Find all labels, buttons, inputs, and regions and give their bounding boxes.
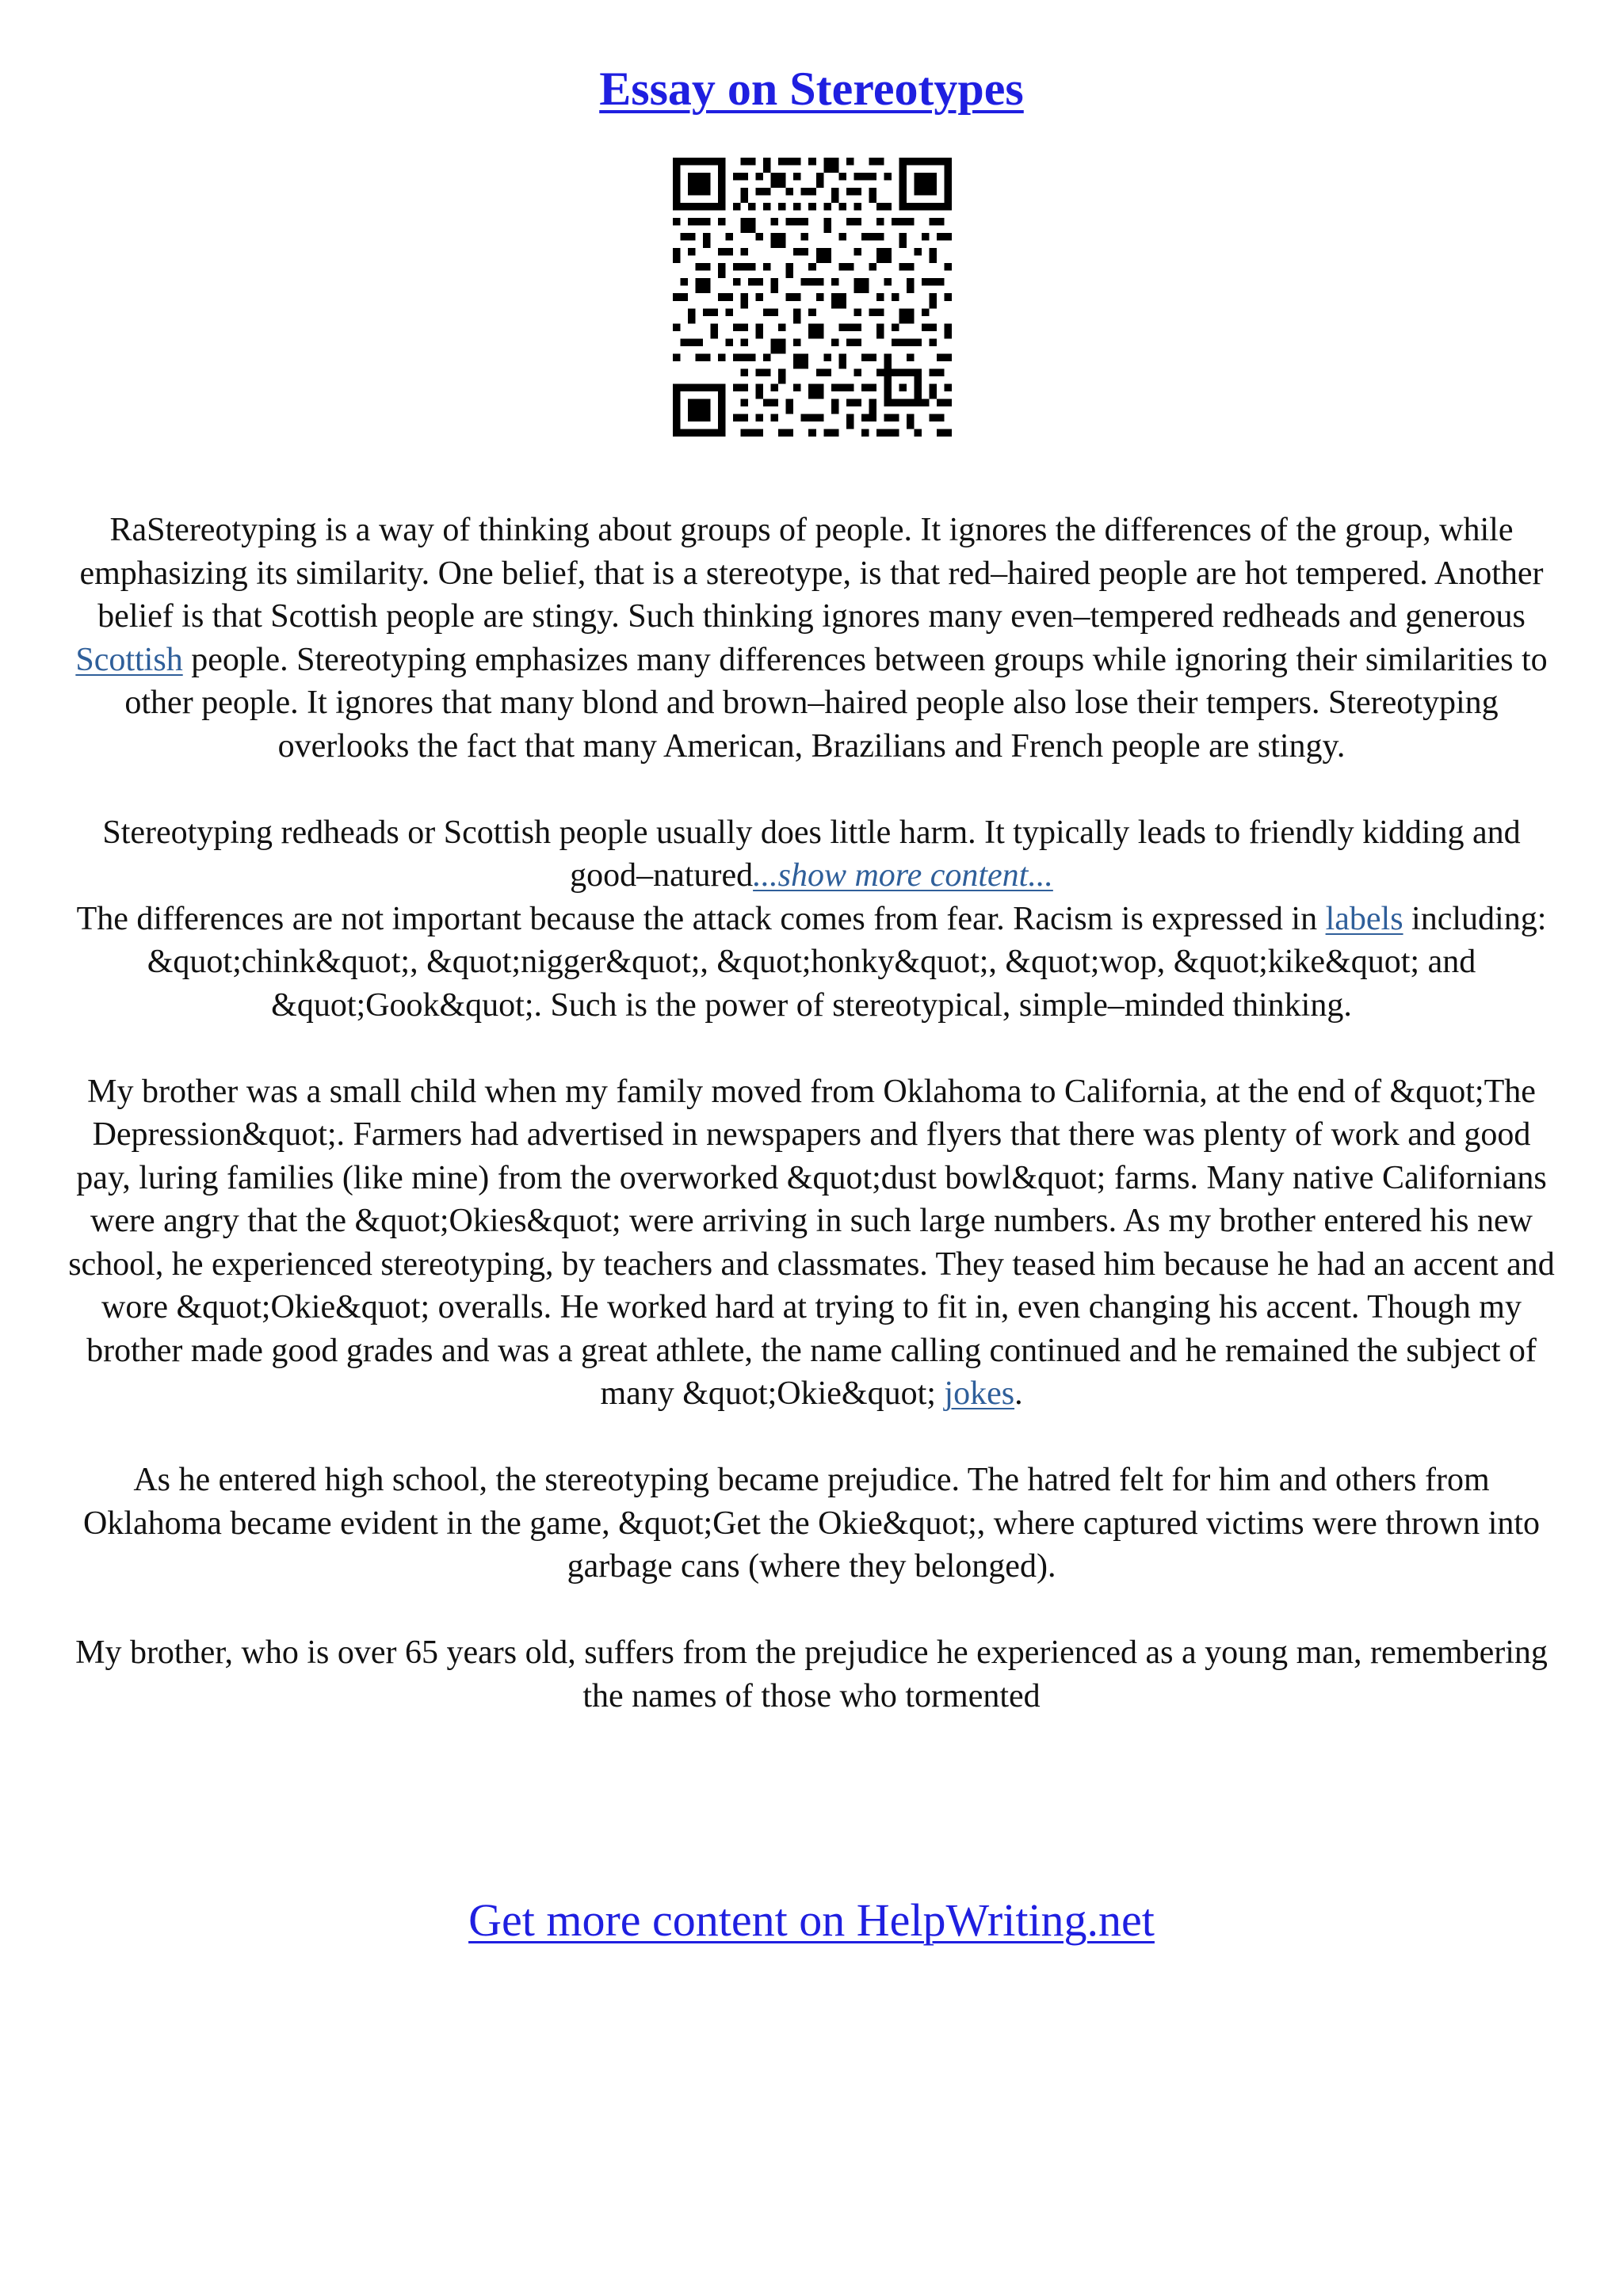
qr-code-icon (673, 158, 952, 437)
essay-body (62, 509, 1561, 1718)
paragraph-3 (62, 1070, 1561, 1416)
paragraph-1-text-a: RaStereotyping is a way of thinking about groups of people. It ignores the differences of the group, while emphasizing its similarity. One belief, that is a stereotype, is that red–haired people are hot tempered. Another belief is that Scottish people are stingy. Such thinking ignores many even–tempered redheads and generous (79, 512, 1544, 635)
scottish-link[interactable]: Scottish (75, 641, 183, 678)
paragraph-1 (62, 509, 1561, 768)
paragraph-1-text-b: people. Stereotyping emphasizes many differences between groups while ignoring their similarities to other people. It ignores that many blond and brown–haired people also lose their tempers. Stereotyping overlooks the fact that many American, Brazilians and French people are stingy. (124, 641, 1548, 765)
jokes-link[interactable]: jokes (944, 1375, 1015, 1412)
labels-link[interactable]: labels (1325, 900, 1403, 937)
paragraph-4: As he entered high school, the stereotyping became prejudice. The hatred felt for him and others from Oklahoma became evident in the game, &quot;Get the Okie&quot;, where captured victims were thrown into garbage cans (where they belonged). (82, 1462, 1541, 1585)
paragraph-2 (62, 811, 1561, 1028)
paragraph-3-text-a: My brother was a small child when my family moved from Oklahoma to California, at the end of &quot;The Depression&quot;. Farmers had advertised in newspapers and flyers that there was plenty of work and good pay, luring families (like mine) from the overworked &quot;dust bowl&quot; farms. Many native Californians were angry that the &quot;Okies&quot; were arriving in such large numbers. As my brother entered his new school, he experienced stereotyping, by teachers and classmates. They teased him because he had an accent and wore &quot;Okie&quot; overalls. He worked hard at trying to fit in, even changing his accent. Though my brother made good grades and was a great athlete, the name calling continued and he remained the subject of many &quot;Okie&quot; (68, 1073, 1555, 1412)
paragraph-2-text-b: The differences are not important because the attack comes from fear. Racism is expressed in (76, 900, 1326, 937)
paragraph-5: My brother, who is over 65 years old, suffers from the prejudice he experienced as a young man, remembering the names of those who tormented (75, 1634, 1548, 1714)
paragraph-3-text-b: . (1014, 1375, 1023, 1412)
get-more-content-link[interactable]: Get more content on HelpWriting.net (468, 1894, 1155, 1946)
title-link[interactable]: Essay on Stereotypes (599, 63, 1024, 115)
show-more-link[interactable]: ...show more content... (753, 857, 1053, 894)
page-title (0, 57, 1623, 120)
paragraph-2-text-c: including: &quot;chink&quot;, &quot;nigger&quot;, &quot;honky&quot;, &quot;wop, &quot;kike&quot; and &quot;Gook&quot;. Such is the power of stereotypical, simple–minded thinking. (147, 900, 1547, 1024)
footer (0, 1890, 1623, 1951)
paragraph-2-text-a: Stereotyping redheads or Scottish people usually does little harm. It typically leads to friendly kidding and good–natured (102, 814, 1521, 894)
